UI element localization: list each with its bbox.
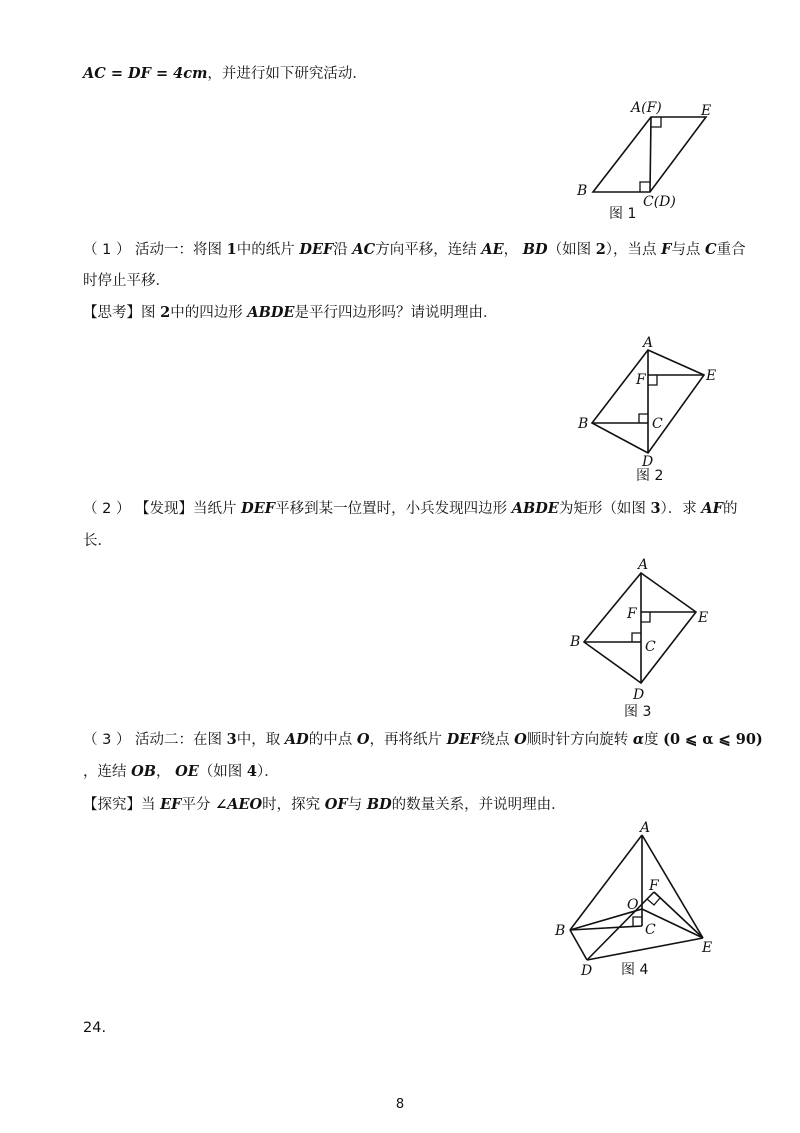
think-text-2: 中的四边形 — [170, 305, 248, 321]
fig3-label-b: B — [570, 634, 581, 650]
q1-text-5: ， — [503, 242, 523, 258]
fig3-label-f: F — [627, 606, 637, 622]
q3-l2-text-4: ）． — [257, 764, 279, 780]
fig3-right-angle-c — [632, 633, 641, 642]
q3-num-1: 3 — [226, 731, 237, 748]
think-math-abde: ABDE — [247, 304, 295, 321]
fig2-label-a: A — [643, 335, 654, 351]
q3-text-6: 顺时针方向旋转 — [526, 732, 633, 748]
page-number: 8 — [395, 1097, 405, 1112]
q3-math-ob: OB — [131, 763, 156, 780]
q1-math-c: C — [705, 241, 717, 258]
q3-line-2 — [83, 762, 279, 782]
fig3-right-angle-f — [641, 612, 650, 622]
q2-text-5: 的 — [722, 501, 738, 517]
q3-l2-num-1: 4 — [246, 763, 257, 780]
q3-explore-line — [83, 795, 566, 815]
q1-text-2: 中的纸片 — [236, 242, 300, 258]
explore-text-2: 平分 — [181, 797, 216, 813]
q3-l2-text-1: ，连结 — [83, 764, 132, 780]
q1-math-ac: AC — [352, 241, 376, 258]
figure-4 — [545, 815, 735, 985]
fig1-label-b: B — [577, 183, 588, 199]
fig1-label-af: A(F) — [631, 100, 662, 116]
q1-math-ae: AE — [481, 241, 504, 258]
q1-text-9: 重合 — [716, 242, 746, 258]
explore-math-angle: ∠AEO — [215, 796, 263, 813]
fig2-label-e: E — [706, 368, 717, 384]
explore-text-1: 【探究】当 — [83, 797, 161, 813]
fig2-caption: 图 2 — [636, 468, 664, 484]
q1-line-2: 时停止平移． — [83, 273, 170, 289]
explore-math-bd: BD — [366, 796, 392, 813]
q3-math-oe: OE — [175, 763, 199, 780]
fig3-label-e: E — [698, 610, 709, 626]
q2-math-def: DEF — [241, 500, 276, 517]
think-num-1: 2 — [160, 304, 171, 321]
fig1-caption: 图 1 — [609, 206, 637, 222]
fig4-label-d: D — [581, 963, 593, 979]
q3-text-4: ，再将纸片 — [369, 732, 447, 748]
figure-2 — [570, 330, 740, 485]
fig4-caption: 图 4 — [621, 962, 649, 978]
fig2-right-angle-f — [648, 375, 657, 385]
q1-text-3: 沿 — [333, 242, 353, 258]
q1-num-1: 1 — [226, 241, 237, 258]
q3-math-o2: O — [514, 731, 527, 748]
fig4-label-a: A — [640, 820, 651, 836]
q1-think-line — [83, 303, 497, 323]
figure-1 — [560, 92, 740, 227]
q2-math-af: AF — [701, 500, 723, 517]
fig3-label-a: A — [638, 557, 649, 573]
q1-math-f: F — [661, 241, 672, 258]
fig4-right-angle-c — [633, 917, 642, 926]
q1-num-2: 2 — [595, 241, 606, 258]
fig1-label-cd: C(D) — [643, 194, 676, 210]
q1-math-bd: BD — [522, 241, 548, 258]
fig4-label-e: E — [702, 940, 713, 956]
fig2-right-angle-c — [639, 414, 648, 423]
q3-math-ad: AD — [284, 731, 309, 748]
q2-text-3: 为矩形（如图 — [558, 501, 651, 517]
q1-text-6: （如图 — [547, 242, 596, 258]
fig3-rectangle — [584, 573, 696, 683]
fig4-label-o: O — [627, 897, 639, 913]
q3-text-1: （ 3 ） 活动二：在图 — [83, 732, 227, 748]
explore-math-of: OF — [324, 796, 348, 813]
intro-text: ，并进行如下研究活动． — [207, 66, 367, 82]
fig2-label-d: D — [642, 454, 654, 470]
fig2-label-f: F — [636, 372, 646, 388]
next-question-number: 24. — [83, 1020, 107, 1036]
fig1-label-e: E — [701, 103, 712, 119]
fig3-label-c: C — [645, 639, 656, 655]
q3-math-alpha: α — [632, 731, 645, 748]
q2-text-4: ）．求 — [660, 501, 702, 517]
q2-text-1: （ 2 ） 【发现】当纸片 — [83, 501, 242, 517]
fig1-right-angle-top — [651, 117, 661, 127]
q3-text-7: 度 — [644, 732, 664, 748]
q2-num-1: 3 — [650, 500, 661, 517]
q1-text-4: 方向平移，连结 — [375, 242, 482, 258]
intro-math: AC = DF = 4cm — [83, 65, 208, 82]
fig4-line-fe — [654, 892, 703, 938]
q3-math-range: (0 ⩽ α ⩽ 90) — [663, 731, 763, 748]
q2-text-2: 平移到某一位置时，小兵发现四边形 — [275, 501, 512, 517]
think-text-1: 【思考】图 — [83, 305, 161, 321]
q1-line-1 — [83, 240, 746, 260]
q1-math-def: DEF — [299, 241, 334, 258]
fig4-line-bd — [570, 930, 587, 960]
q1-text-1: （ 1 ） 活动一：将图 — [83, 242, 227, 258]
fig1-diagonal-ac — [650, 117, 651, 192]
q3-l2-text-3: （如图 — [198, 764, 247, 780]
q2-line-2: 长． — [83, 533, 112, 549]
fig2-label-c: C — [652, 416, 663, 432]
fig3-label-d: D — [633, 687, 645, 703]
fig4-label-f: F — [649, 878, 659, 894]
q2-line-1 — [83, 499, 737, 519]
fig4-label-c: C — [645, 922, 656, 938]
q3-text-5: 绕点 — [480, 732, 515, 748]
figure-3 — [565, 556, 740, 721]
fig1-right-angle-bottom — [640, 182, 650, 192]
q3-text-3: 的中点 — [308, 732, 357, 748]
q1-text-8: 与点 — [671, 242, 706, 258]
explore-text-4: 与 — [347, 797, 367, 813]
q3-text-2: 中，取 — [236, 732, 285, 748]
q2-math-abde: ABDE — [511, 500, 559, 517]
fig2-label-b: B — [578, 416, 589, 432]
q3-l2-text-2: ， — [156, 764, 176, 780]
think-text-3: 是平行四边形吗？请说明理由． — [294, 305, 498, 321]
explore-text-5: 的数量关系，并说明理由． — [391, 797, 566, 813]
q3-math-o: O — [356, 731, 370, 748]
q1-text-7: ），当点 — [605, 242, 662, 258]
intro-line — [83, 64, 367, 84]
explore-math-ef: EF — [160, 796, 182, 813]
q3-math-def: DEF — [446, 731, 481, 748]
q3-line-1 — [83, 730, 763, 750]
fig3-caption: 图 3 — [624, 704, 652, 720]
fig4-label-b: B — [555, 923, 566, 939]
fig4-right-angle-f — [647, 898, 660, 905]
explore-text-3: 时，探究 — [262, 797, 325, 813]
